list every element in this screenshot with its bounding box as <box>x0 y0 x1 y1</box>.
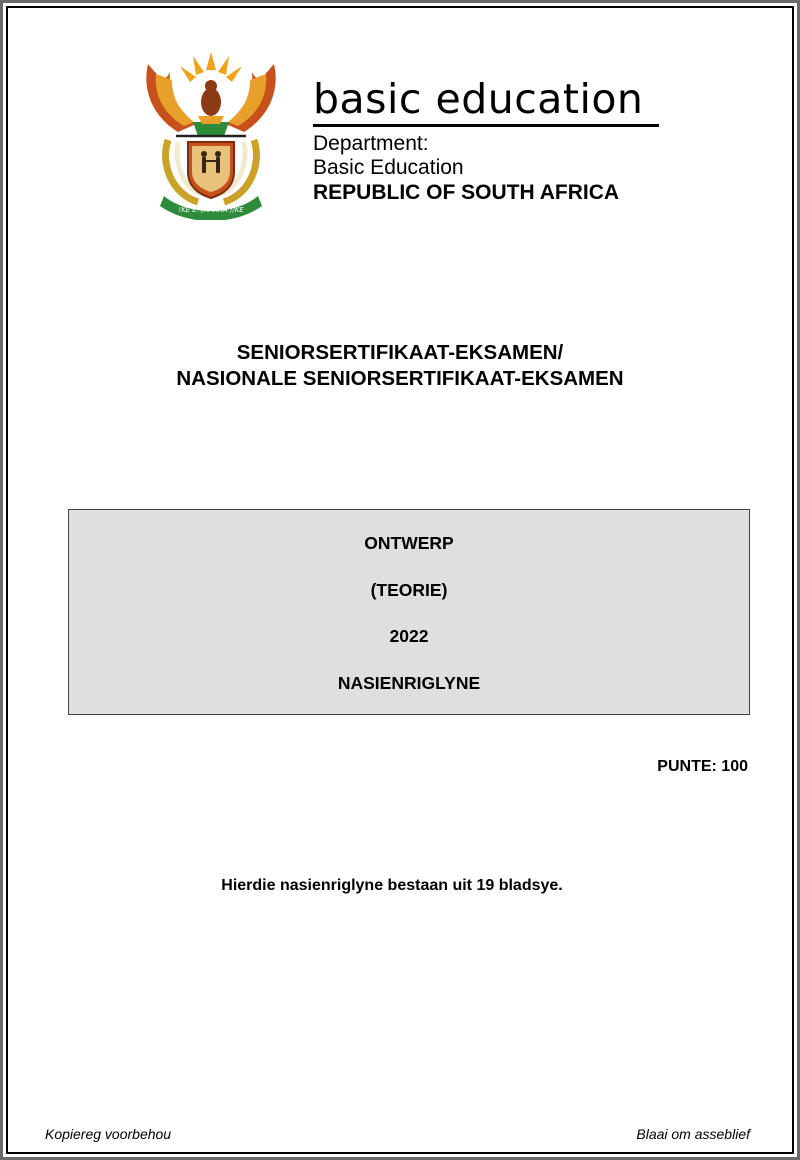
exam-heading-line1: SENIORSERTIFIKAAT-EKSAMEN/ <box>236 341 564 364</box>
exam-year: 2022 <box>389 626 429 646</box>
coat-of-arms-icon <box>138 44 284 220</box>
sun-rays-icon <box>180 52 242 82</box>
brand-title: basic education <box>313 75 644 123</box>
brand-divider <box>313 124 659 127</box>
country-name: REPUBLIC OF SOUTH AFRICA <box>313 181 620 204</box>
department-label: Department: <box>313 132 429 155</box>
footer-turn-page: Blaai om asseblief <box>636 1126 750 1142</box>
document-type: NASIENRIGLYNE <box>337 673 481 693</box>
page-count-note: Hierdie nasienriglyne bestaan uit 19 bladsye. <box>221 877 563 894</box>
total-points: PUNTE: 100 <box>657 758 748 775</box>
exam-heading <box>0 340 800 392</box>
paper-name: (TEORIE) <box>370 580 448 600</box>
department-name: Basic Education <box>313 156 464 179</box>
footer-copyright: Kopiereg voorbehou <box>45 1126 172 1142</box>
crest-motto: !KE E: /XARRA //KE <box>178 206 244 214</box>
exam-heading-line2: NASIONALE SENIORSERTIFIKAAT-EKSAMEN <box>176 367 624 390</box>
subject-box <box>68 509 750 715</box>
subject-name: ONTWERP <box>364 533 454 553</box>
